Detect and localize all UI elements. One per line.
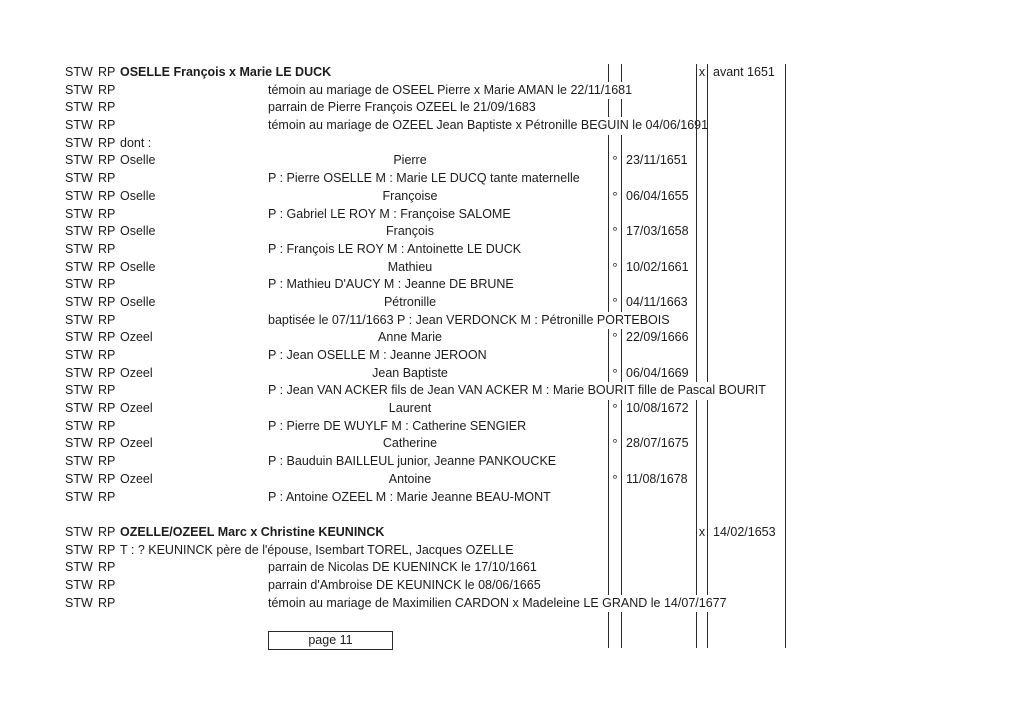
marriage-symbol-cell	[697, 276, 708, 294]
marriage-symbol-cell	[697, 418, 708, 436]
register-code-cell: RP	[98, 224, 116, 239]
birth-date-cell	[622, 489, 697, 507]
marriage-symbol-cell	[697, 559, 708, 577]
birth-symbol-cell	[608, 117, 622, 135]
source-code-cell: STW	[65, 135, 93, 150]
marriage-date-cell	[708, 312, 786, 330]
register-code-cell: RP	[98, 436, 116, 451]
birth-date-cell	[622, 276, 697, 294]
table-row	[65, 347, 788, 365]
source-code-cell: STW	[65, 595, 93, 610]
marriage-symbol-cell	[697, 206, 708, 224]
marriage-date-cell	[708, 82, 786, 100]
source-code-cell: STW	[65, 294, 93, 309]
table-row	[65, 170, 788, 188]
register-code-cell: RP	[98, 577, 116, 592]
marriage-date-cell	[708, 135, 786, 153]
marriage-symbol-cell	[697, 382, 708, 400]
family-name-cell: T : ? KEUNINCK père de l'épouse, Isembart TOREL, Jacques OZELLE	[120, 542, 514, 557]
register-code-cell: RP	[98, 524, 116, 539]
birth-date-cell	[622, 99, 697, 117]
source-code-cell: STW	[65, 454, 93, 469]
birth-symbol-cell	[608, 64, 622, 82]
family-name-cell	[120, 241, 268, 259]
marriage-date-cell	[708, 99, 786, 117]
family-name-cell	[120, 382, 268, 400]
source-code-cell: STW	[65, 542, 93, 557]
entry-text-cell: P : Gabriel LE ROY M : Françoise SALOME	[268, 206, 511, 221]
entry-text-cell: Mathieu	[387, 259, 433, 274]
birth-symbol-cell	[608, 170, 622, 188]
table-row	[65, 630, 788, 648]
source-code-cell: STW	[65, 436, 93, 451]
register-code-cell: RP	[98, 100, 116, 115]
birth-symbol-cell	[608, 418, 622, 436]
marriage-date-cell	[708, 418, 786, 436]
table-row	[65, 382, 788, 400]
entry-text-cell: Anne Marie	[378, 330, 442, 345]
source-code-cell: STW	[65, 188, 93, 203]
register-code-cell: RP	[98, 312, 116, 327]
marriage-date-cell	[708, 630, 786, 648]
register-code-cell: RP	[98, 65, 116, 79]
birth-date-cell	[622, 135, 697, 153]
birth-date-cell	[622, 117, 697, 135]
entry-text-cell: parrain de Nicolas DE KUENINCK le 17/10/1661	[268, 560, 537, 575]
entry-text-cell: Françoise	[382, 188, 438, 203]
entry-text-cell	[268, 135, 608, 153]
family-name-cell	[120, 612, 268, 630]
source-code-cell: STW	[65, 489, 93, 504]
marriage-date-cell	[708, 259, 786, 277]
source-code-cell: STW	[65, 401, 93, 416]
genealogy-table	[65, 64, 788, 648]
birth-symbol-cell	[608, 453, 622, 471]
birth-symbol-cell: °	[608, 365, 622, 383]
register-code-cell	[98, 506, 120, 524]
birth-symbol-cell	[608, 312, 622, 330]
birth-date-cell	[622, 453, 697, 471]
entry-text-cell	[268, 612, 608, 630]
table-row	[65, 506, 788, 524]
source-code-cell	[65, 630, 98, 648]
table-row	[65, 206, 788, 224]
birth-date-cell: 28/07/1675	[622, 435, 697, 453]
entry-text-cell	[268, 524, 608, 542]
family-name-cell	[120, 418, 268, 436]
family-name-cell: Oselle	[120, 294, 156, 309]
register-code-cell: RP	[98, 118, 116, 133]
entry-text-cell: P : Bauduin BAILLEUL junior, Jeanne PANKOUCKE	[268, 454, 557, 469]
table-row	[65, 135, 788, 153]
marriage-symbol-cell	[697, 542, 708, 560]
register-code-cell: RP	[98, 454, 116, 469]
entry-text-cell: témoin au mariage de OZEEL Jean Baptiste x Pétronille BEGUIN le 04/06/1691	[268, 118, 709, 133]
marriage-symbol-cell	[697, 471, 708, 489]
birth-symbol-cell	[608, 276, 622, 294]
marriage-date-cell	[708, 329, 786, 347]
birth-symbol-cell	[608, 99, 622, 117]
family-name-cell: Oselle	[120, 224, 156, 239]
family-name-cell: Oselle	[120, 153, 156, 168]
family-name-cell	[120, 206, 268, 224]
marriage-date-cell	[708, 206, 786, 224]
source-code-cell: STW	[65, 206, 93, 221]
marriage-date-cell: 14/02/1653	[708, 524, 786, 542]
marriage-symbol-cell	[697, 82, 708, 100]
marriage-symbol-cell	[697, 259, 708, 277]
birth-symbol-cell	[608, 382, 622, 400]
table-row	[65, 223, 788, 241]
table-row	[65, 64, 788, 82]
marriage-symbol-cell	[697, 294, 708, 312]
family-name-cell	[120, 312, 268, 330]
birth-symbol-cell	[608, 489, 622, 507]
birth-date-cell	[622, 170, 697, 188]
marriage-date-cell	[708, 347, 786, 365]
source-code-cell: STW	[65, 524, 93, 539]
birth-date-cell	[622, 524, 697, 542]
birth-symbol-cell: °	[608, 329, 622, 347]
birth-date-cell	[622, 542, 697, 560]
marriage-date-cell	[708, 489, 786, 507]
page-number-box	[268, 631, 393, 650]
birth-symbol-cell	[608, 595, 622, 613]
birth-date-cell: 10/08/1672	[622, 400, 697, 418]
marriage-symbol-cell	[697, 241, 708, 259]
family-name-cell	[120, 117, 268, 135]
register-code-cell: RP	[98, 241, 116, 256]
birth-date-cell	[622, 612, 697, 630]
marriage-symbol-cell	[697, 612, 708, 630]
source-code-cell: STW	[65, 383, 93, 398]
table-row	[65, 612, 788, 630]
marriage-symbol-cell	[697, 365, 708, 383]
marriage-symbol-cell	[697, 630, 708, 648]
entry-text-cell: parrain de Pierre François OZEEL le 21/09/1683	[268, 100, 536, 115]
birth-date-cell: 04/11/1663	[622, 294, 697, 312]
marriage-symbol-cell: x	[697, 64, 708, 82]
marriage-date-cell	[708, 170, 786, 188]
birth-date-cell	[622, 506, 697, 524]
family-name-cell	[120, 170, 268, 188]
page-number-label: page 11	[308, 633, 353, 647]
register-code-cell	[98, 612, 120, 630]
family-name-cell: OZELLE/OZEEL Marc x Christine KEUNINCK	[120, 524, 385, 539]
birth-date-cell	[622, 382, 697, 400]
family-name-cell	[120, 595, 268, 613]
marriage-date-cell	[708, 188, 786, 206]
family-name-cell	[120, 630, 268, 648]
entry-text-cell: P : Mathieu D'AUCY M : Jeanne DE BRUNE	[268, 277, 514, 292]
birth-symbol-cell	[608, 542, 622, 560]
source-code-cell: STW	[65, 277, 93, 292]
table-row	[65, 400, 788, 418]
table-row	[65, 418, 788, 436]
marriage-symbol-cell	[697, 577, 708, 595]
marriage-date-cell: avant 1651	[708, 64, 786, 82]
source-code-cell: STW	[65, 471, 93, 486]
marriage-symbol-cell	[697, 312, 708, 330]
entry-text-cell	[268, 542, 608, 560]
marriage-symbol-cell	[697, 435, 708, 453]
table-row	[65, 489, 788, 507]
marriage-symbol-cell	[697, 329, 708, 347]
birth-symbol-cell: °	[608, 152, 622, 170]
table-row	[65, 117, 788, 135]
family-name-cell: Ozeel	[120, 330, 153, 345]
entry-text-cell: P : Jean VAN ACKER fils de Jean VAN ACKER M : Marie BOURIT fille de Pascal BOURIT	[268, 383, 766, 398]
source-code-cell: STW	[65, 153, 93, 168]
birth-date-cell: 22/09/1666	[622, 329, 697, 347]
family-name-cell: Oselle	[120, 188, 156, 203]
birth-date-cell	[622, 630, 697, 648]
family-name-cell	[120, 489, 268, 507]
family-name-cell	[120, 559, 268, 577]
table-row	[65, 276, 788, 294]
entry-text-cell	[268, 506, 608, 524]
source-code-cell: STW	[65, 118, 93, 133]
marriage-date-cell	[708, 400, 786, 418]
source-code-cell: STW	[65, 348, 93, 362]
birth-date-cell: 23/11/1651	[622, 152, 697, 170]
entry-text-cell: P : Antoine OZEEL M : Marie Jeanne BEAU-MONT	[268, 489, 551, 504]
birth-date-cell: 06/04/1655	[622, 188, 697, 206]
source-code-cell: STW	[65, 560, 93, 575]
source-code-cell: STW	[65, 259, 93, 274]
marriage-date-cell	[708, 241, 786, 259]
birth-date-cell	[622, 559, 697, 577]
marriage-symbol-cell	[697, 400, 708, 418]
entry-text-cell: P : Pierre OSELLE M : Marie LE DUCQ tante maternelle	[268, 171, 580, 186]
marriage-symbol-cell	[697, 506, 708, 524]
source-code-cell: STW	[65, 224, 93, 239]
entry-text-cell: Antoine	[388, 471, 432, 486]
marriage-symbol-cell	[697, 170, 708, 188]
marriage-date-cell	[708, 559, 786, 577]
register-code-cell: RP	[98, 82, 116, 97]
table-row	[65, 524, 788, 542]
marriage-date-cell	[708, 365, 786, 383]
entry-text-cell: Laurent	[388, 401, 432, 416]
family-name-cell	[120, 453, 268, 471]
marriage-symbol-cell	[697, 188, 708, 206]
marriage-symbol-cell	[697, 99, 708, 117]
marriage-date-cell	[708, 542, 786, 560]
birth-symbol-cell	[608, 524, 622, 542]
birth-symbol-cell	[608, 506, 622, 524]
marriage-symbol-cell	[697, 152, 708, 170]
marriage-date-cell	[708, 612, 786, 630]
entry-text-cell: P : Pierre DE WUYLF M : Catherine SENGIER	[268, 418, 527, 433]
birth-date-cell	[622, 241, 697, 259]
birth-date-cell	[622, 347, 697, 365]
table-row	[65, 82, 788, 100]
marriage-symbol-cell	[697, 453, 708, 471]
birth-date-cell	[622, 64, 697, 82]
marriage-date-cell	[708, 506, 786, 524]
register-code-cell: RP	[98, 294, 116, 309]
source-code-cell: STW	[65, 65, 93, 79]
marriage-date-cell	[708, 453, 786, 471]
marriage-date-cell	[708, 435, 786, 453]
marriage-symbol-cell	[697, 223, 708, 241]
table-row	[65, 312, 788, 330]
register-code-cell	[98, 630, 120, 648]
birth-date-cell	[622, 595, 697, 613]
table-row	[65, 435, 788, 453]
birth-symbol-cell	[608, 577, 622, 595]
marriage-symbol-cell	[697, 595, 708, 613]
register-code-cell: RP	[98, 330, 116, 345]
source-code-cell	[65, 506, 98, 524]
register-code-cell: RP	[98, 206, 116, 221]
source-code-cell: STW	[65, 100, 93, 115]
birth-symbol-cell	[608, 630, 622, 648]
birth-symbol-cell	[608, 612, 622, 630]
family-name-cell: dont :	[120, 135, 152, 150]
birth-symbol-cell: °	[608, 259, 622, 277]
entry-text-cell: Pétronille	[383, 294, 437, 309]
birth-date-cell: 17/03/1658	[622, 223, 697, 241]
birth-date-cell: 06/04/1669	[622, 365, 697, 383]
entry-text-cell: François	[386, 224, 434, 239]
marriage-date-cell	[708, 595, 786, 613]
birth-symbol-cell	[608, 82, 622, 100]
entry-text-cell: parrain d'Ambroise DE KEUNINCK le 08/06/1665	[268, 577, 541, 592]
marriage-symbol-cell	[697, 347, 708, 365]
table-row	[65, 99, 788, 117]
source-code-cell: STW	[65, 312, 93, 327]
family-name-cell	[120, 99, 268, 117]
entry-text-cell: P : François LE ROY M : Antoinette LE DUCK	[268, 241, 522, 256]
register-code-cell: RP	[98, 471, 116, 486]
register-code-cell: RP	[98, 348, 116, 362]
birth-symbol-cell	[608, 559, 622, 577]
register-code-cell: RP	[98, 489, 116, 504]
table-row	[65, 259, 788, 277]
register-code-cell: RP	[98, 401, 116, 416]
entry-text-cell: témoin au mariage de OSEEL Pierre x Marie AMAN le 22/11/1681	[268, 82, 633, 97]
source-code-cell: STW	[65, 365, 93, 380]
marriage-symbol-cell	[697, 117, 708, 135]
entry-text-cell: Pierre	[393, 153, 427, 168]
table-row	[65, 471, 788, 489]
entry-text-cell: baptisée le 07/11/1663 P : Jean VERDONCK M : Pétronille PORTEBOIS	[268, 312, 670, 327]
marriage-date-cell	[708, 117, 786, 135]
marriage-date-cell	[708, 294, 786, 312]
source-code-cell	[65, 612, 98, 630]
birth-symbol-cell: °	[608, 471, 622, 489]
entry-text-cell: Jean Baptiste	[372, 365, 448, 380]
register-code-cell: RP	[98, 188, 116, 203]
table-row	[65, 559, 788, 577]
entry-text-cell: Catherine	[382, 436, 438, 451]
marriage-symbol-cell	[697, 135, 708, 153]
marriage-date-cell	[708, 276, 786, 294]
entry-text-cell: P : Jean OSELLE M : Jeanne JEROON	[268, 348, 487, 362]
register-code-cell: RP	[98, 383, 116, 398]
family-name-cell: Ozeel	[120, 436, 153, 451]
family-name-cell	[120, 82, 268, 100]
marriage-symbol-cell	[697, 489, 708, 507]
register-code-cell: RP	[98, 135, 116, 150]
birth-symbol-cell: °	[608, 400, 622, 418]
family-name-cell	[120, 506, 268, 524]
source-code-cell: STW	[65, 418, 93, 433]
marriage-date-cell	[708, 152, 786, 170]
table-row	[65, 152, 788, 170]
table-row	[65, 241, 788, 259]
source-code-cell: STW	[65, 171, 93, 186]
birth-date-cell: 10/02/1661	[622, 259, 697, 277]
source-code-cell: STW	[65, 82, 93, 97]
table-row	[65, 294, 788, 312]
marriage-date-cell	[708, 382, 786, 400]
birth-symbol-cell: °	[608, 435, 622, 453]
source-code-cell: STW	[65, 241, 93, 256]
register-code-cell: RP	[98, 595, 116, 610]
table-row	[65, 329, 788, 347]
register-code-cell: RP	[98, 418, 116, 433]
entry-text-cell	[268, 64, 608, 82]
birth-date-cell	[622, 577, 697, 595]
family-name-cell: Ozeel	[120, 365, 153, 380]
birth-symbol-cell: °	[608, 223, 622, 241]
register-code-cell: RP	[98, 365, 116, 380]
birth-symbol-cell: °	[608, 188, 622, 206]
table-row	[65, 595, 788, 613]
birth-date-cell	[622, 82, 697, 100]
family-name-cell: Ozeel	[120, 471, 153, 486]
birth-symbol-cell	[608, 241, 622, 259]
family-name-cell: OSELLE François x Marie LE DUCK	[120, 65, 332, 79]
table-row	[65, 577, 788, 595]
register-code-cell: RP	[98, 542, 116, 557]
entry-text-cell: témoin au mariage de Maximilien CARDON x Madeleine LE GRAND le 14/07/1677	[268, 595, 727, 610]
birth-date-cell	[622, 312, 697, 330]
source-code-cell: STW	[65, 330, 93, 345]
family-name-cell	[120, 276, 268, 294]
birth-symbol-cell	[608, 206, 622, 224]
family-name-cell: Ozeel	[120, 401, 153, 416]
family-name-cell	[120, 577, 268, 595]
table-row	[65, 188, 788, 206]
table-row	[65, 542, 788, 560]
register-code-cell: RP	[98, 259, 116, 274]
birth-symbol-cell: °	[608, 294, 622, 312]
register-code-cell: RP	[98, 153, 116, 168]
birth-date-cell	[622, 206, 697, 224]
table-row	[65, 453, 788, 471]
birth-symbol-cell	[608, 347, 622, 365]
marriage-date-cell	[708, 471, 786, 489]
marriage-date-cell	[708, 577, 786, 595]
register-code-cell: RP	[98, 560, 116, 575]
family-name-cell	[120, 347, 268, 365]
family-name-cell: Oselle	[120, 259, 156, 274]
marriage-date-cell	[708, 223, 786, 241]
birth-date-cell: 11/08/1678	[622, 471, 697, 489]
table-row	[65, 365, 788, 383]
register-code-cell: RP	[98, 171, 116, 186]
marriage-symbol-cell: x	[697, 524, 708, 542]
birth-symbol-cell	[608, 135, 622, 153]
source-code-cell: STW	[65, 577, 93, 592]
register-code-cell: RP	[98, 277, 116, 292]
birth-date-cell	[622, 418, 697, 436]
